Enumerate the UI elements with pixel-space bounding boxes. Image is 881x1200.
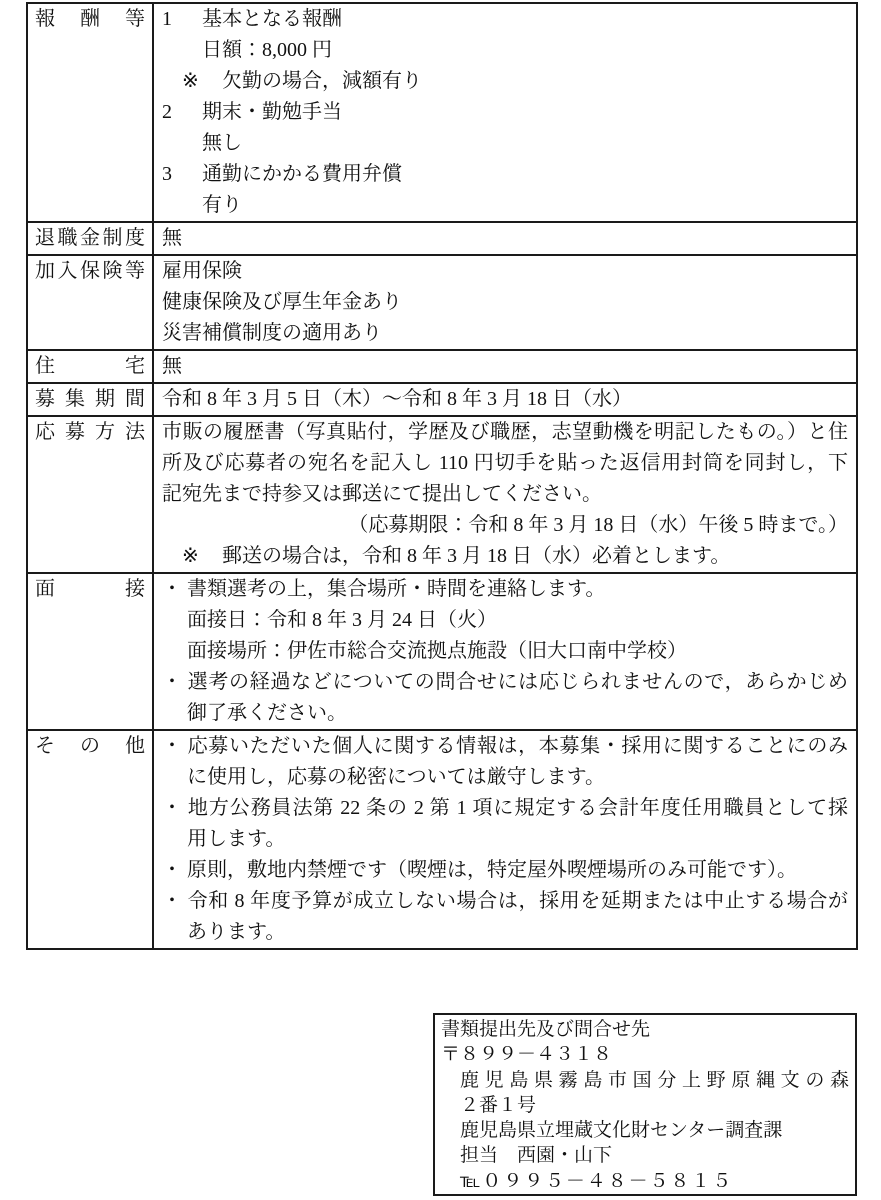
line-text: 欠勤の場合，減額有り	[222, 70, 422, 92]
line-text: 応募いただいた個人に関する情報は，本募集・採用に関することにのみ	[187, 735, 848, 757]
table-row	[27, 573, 857, 730]
line-text: 期末・勤勉手当	[202, 101, 342, 123]
line-text: あります。	[187, 921, 286, 943]
row-content	[153, 255, 857, 350]
content-line	[162, 793, 848, 824]
content-line	[162, 731, 848, 762]
table-row	[27, 730, 857, 949]
contact-line: 鹿児島県立埋蔵文化財センター調査課	[460, 1120, 783, 1142]
content-line	[162, 128, 848, 159]
contact-box	[433, 1013, 857, 1196]
contact-line: 書類提出先及び問合せ先	[441, 1019, 651, 1040]
line-text: 日額：8,000 円	[202, 39, 332, 61]
table-row	[27, 416, 857, 573]
job-conditions-table	[26, 2, 858, 950]
line-text: 原則，敷地内禁煙です（喫煙は，特定屋外喫煙場所のみ可能です）。	[187, 859, 797, 881]
contact-line: ℡０９９５－４８－５８１５	[460, 1170, 734, 1192]
table-row	[27, 383, 857, 416]
content-line	[162, 698, 848, 729]
job-conditions-table-body	[27, 3, 857, 949]
line-text: 選考の経過などについての問合せには応じられませんので，あらかじめ	[187, 671, 848, 693]
table-row	[27, 255, 857, 350]
row-label: 募集期間	[27, 383, 153, 416]
bullet-marker: ・	[162, 797, 182, 819]
bullet-marker: ・	[162, 859, 182, 881]
content-line	[162, 97, 848, 128]
row-label: 面接	[27, 573, 153, 730]
line-text: 書類選考の上，集合場所・時間を連絡します。	[187, 578, 606, 600]
content-line	[162, 318, 848, 349]
row-content	[153, 383, 857, 416]
row-label: 加入保険等	[27, 255, 153, 350]
content-line	[162, 636, 848, 667]
line-text: 通勤にかかる費用弁償	[202, 163, 402, 185]
note-marker: ※	[182, 545, 199, 567]
bullet-marker: ・	[162, 735, 182, 757]
content-line	[162, 417, 848, 448]
content-line	[162, 384, 848, 415]
line-text: 健康保険及び厚生年金あり	[162, 291, 402, 313]
line-text: （応募期限：令和 8 年 3 月 18 日（水）午後 5 時まで。）	[348, 514, 848, 536]
content-line	[162, 256, 848, 287]
content-line	[162, 762, 848, 793]
line-text: 無	[162, 227, 182, 249]
table-row	[27, 350, 857, 383]
content-line	[162, 223, 848, 254]
line-text: 雇用保険	[162, 260, 242, 282]
bullet-marker: ・	[162, 578, 182, 600]
row-content	[153, 416, 857, 573]
content-line	[162, 541, 848, 572]
line-text: 令和 8 年 3 月 5 日（木）～令和 8 年 3 月 18 日（水）	[162, 388, 632, 410]
bullet-marker: ・	[162, 890, 182, 912]
content-line	[162, 4, 848, 35]
line-text: 令和 8 年度予算が成立しない場合は，採用を延期または中止する場合が	[187, 890, 848, 912]
row-content	[153, 3, 857, 222]
content-line	[162, 824, 848, 855]
note-marker: ※	[182, 70, 199, 92]
contact-line: ２番１号	[460, 1094, 537, 1116]
contact-line: 〒８９９－４３１８	[441, 1044, 613, 1066]
line-text: 記宛先まで持参又は郵送にて提出してください。	[162, 483, 602, 505]
contact-line: 鹿児島県霧島市国分上野原縄文の森	[460, 1069, 849, 1091]
number-marker: 3	[162, 163, 172, 185]
line-text: 面接場所：伊佐市総合交流拠点施設（旧大口南中学校）	[187, 640, 687, 662]
table-row	[27, 222, 857, 255]
content-line	[162, 66, 848, 97]
row-label: その他	[27, 730, 153, 949]
line-text: 無し	[202, 132, 242, 154]
table-row	[27, 3, 857, 222]
row-content	[153, 573, 857, 730]
content-line	[162, 667, 848, 698]
contact-line: 担当 西園・山下	[460, 1145, 613, 1167]
row-content	[153, 222, 857, 255]
content-line	[162, 574, 848, 605]
line-text: 有り	[202, 194, 242, 216]
content-line	[162, 351, 848, 382]
content-line	[162, 605, 848, 636]
bullet-marker: ・	[162, 671, 182, 693]
row-label: 応募方法	[27, 416, 153, 573]
line-text: 面接日：令和 8 年 3 月 24 日（火）	[187, 609, 497, 631]
line-text: 地方公務員法第 22 条の 2 第 1 項に規定する会計年度任用職員として採	[187, 797, 848, 819]
line-text: 市販の履歴書（写真貼付，学歴及び職歴，志望動機を明記したもの。）と住	[162, 421, 848, 443]
number-marker: 2	[162, 101, 172, 123]
line-text: 無	[162, 355, 182, 377]
number-marker: 1	[162, 8, 172, 30]
line-text: 所及び応募者の宛名を記入し 110 円切手を貼った返信用封筒を同封し，下	[162, 452, 848, 474]
content-line	[162, 510, 848, 541]
content-line	[162, 190, 848, 221]
content-line	[162, 159, 848, 190]
line-text: 用します。	[187, 828, 286, 850]
line-text: 御了承ください。	[187, 702, 347, 724]
line-text: 基本となる報酬	[202, 8, 342, 30]
line-text: 郵送の場合は，令和 8 年 3 月 18 日（水）必着とします。	[222, 545, 731, 567]
content-line	[162, 35, 848, 66]
row-label: 退職金制度	[27, 222, 153, 255]
content-line	[162, 287, 848, 318]
row-content	[153, 350, 857, 383]
line-text: に使用し，応募の秘密については厳守します。	[187, 766, 605, 788]
content-line	[162, 479, 848, 510]
content-line	[162, 448, 848, 479]
line-text: 災害補償制度の適用あり	[162, 322, 382, 344]
content-line	[162, 917, 848, 948]
row-label: 住宅	[27, 350, 153, 383]
content-line	[162, 855, 848, 886]
content-line	[162, 886, 848, 917]
row-label: 報酬等	[27, 3, 153, 222]
row-content	[153, 730, 857, 949]
